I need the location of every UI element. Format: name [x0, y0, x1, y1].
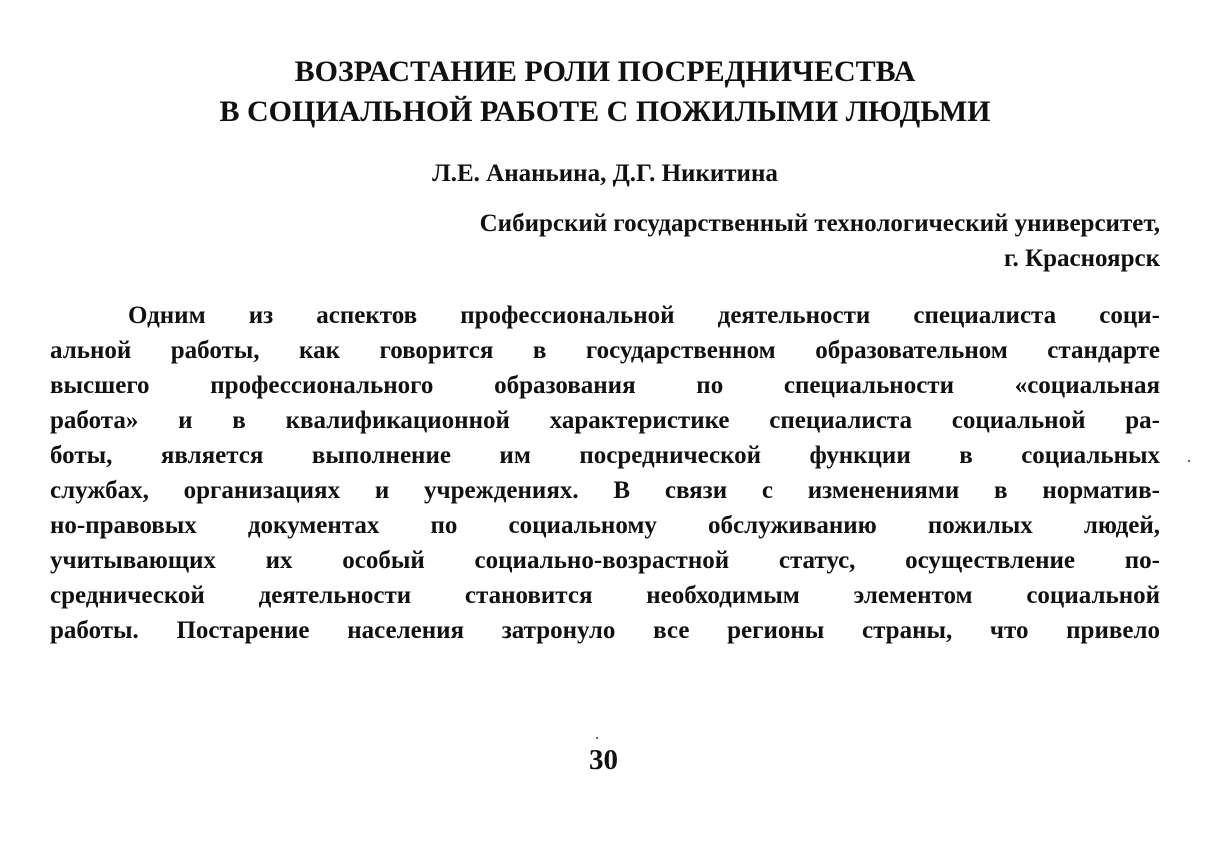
scan-speck: [1188, 460, 1190, 462]
article-title: [50, 52, 1160, 132]
page-number: 30: [589, 744, 618, 776]
body-line: учитывающих их особый социально-возрастной статус, осуществление по-: [50, 547, 1160, 574]
body-line: но-правовых документах по социальному обслуживанию пожилых людей,: [50, 512, 1160, 539]
author-affiliation: [50, 206, 1160, 276]
article-body-paragraph: [50, 298, 1160, 648]
title-line: В СОЦИАЛЬНОЙ РАБОТЕ С ПОЖИЛЫМИ ЛЮДЬМИ: [219, 95, 991, 128]
title-line: ВОЗРАСТАНИЕ РОЛИ ПОСРЕДНИЧЕСТВА: [294, 55, 916, 88]
body-line: альной работы, как говорится в государственном образовательном стандарте: [50, 337, 1160, 364]
scan-speck: [596, 737, 598, 739]
body-line: среднической деятельности становится необходимым элементом социальной: [50, 582, 1160, 609]
article-authors: Л.Е. Ананьина, Д.Г. Никитина: [432, 160, 778, 187]
document-page: [50, 52, 1160, 648]
body-line: Одним из аспектов профессиональной деятельности специалиста соци-: [128, 302, 1160, 329]
body-line: боты, является выполнение им посреднической функции в социальных: [50, 442, 1160, 469]
affiliation-line: Сибирский государственный технологический университет,: [479, 210, 1160, 237]
affiliation-line: г. Красноярск: [1003, 245, 1160, 272]
body-line: высшего профессионального образования по специальности «социальная: [50, 372, 1160, 399]
body-line: работа» и в квалификационной характеристике специалиста социальной ра-: [50, 407, 1160, 434]
body-line: работы. Постарение населения затронуло все регионы страны, что привело: [50, 617, 1160, 644]
body-line: службах, организациях и учреждениях. В связи с изменениями в норматив-: [50, 477, 1160, 504]
